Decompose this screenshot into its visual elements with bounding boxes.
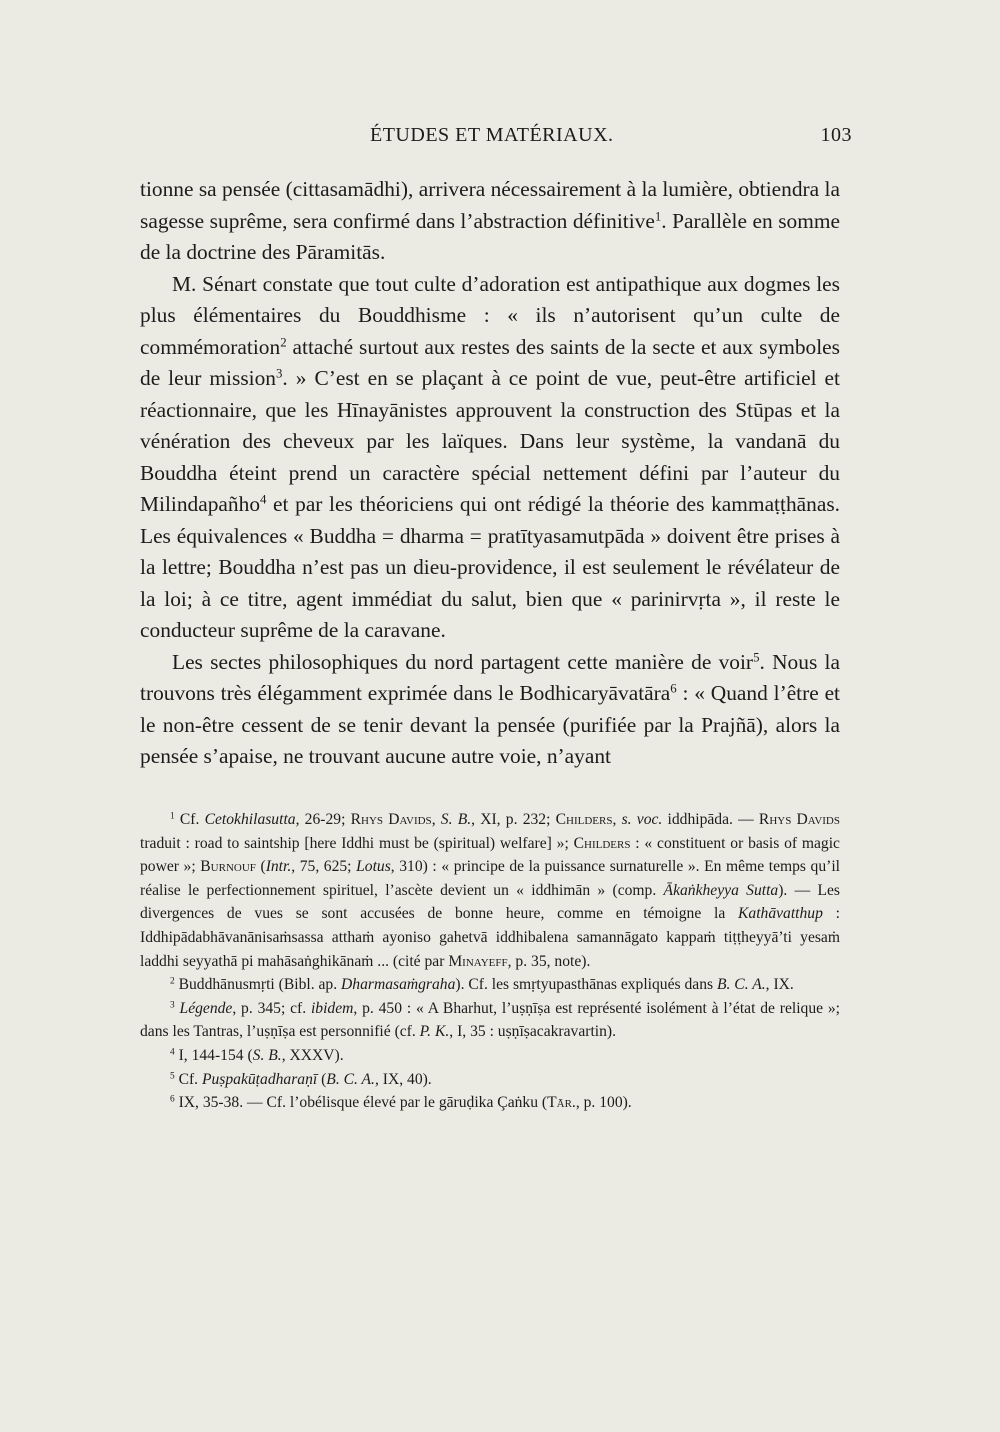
footnote-italic: Intr.: [265, 858, 292, 876]
footnote-author: Childers: [555, 811, 613, 828]
footnote-text: , 75, 625;: [291, 858, 357, 876]
footnote-marker: 3: [170, 1000, 175, 1011]
footnote-text: (: [255, 858, 266, 876]
footnote-text: traduit : road to saintship [here Iddhi must be (spiritual) welfare] »;: [140, 834, 574, 852]
footnote-1: [140, 808, 840, 973]
footnote-text: I, 144-154 (: [174, 1046, 253, 1064]
footnote-italic: Lotus: [356, 858, 391, 876]
paragraph-2-text-d: et par les théoriciens qui ont rédigé la théorie des kammaṭṭhānas. Les équivalences « Buddha = dharma = pratītyasamutpāda » doivent être prises à la lettre; Bouddha n’est pas un dieu-providence, il est seulement le révélateur de la loi; à ce titre, agent immédiat du salut, bien que « parinirvṛta », il reste le conducteur suprême de la caravane.: [140, 492, 840, 642]
note-ref-4: 4: [260, 492, 267, 507]
footnote-italic: s. voc.: [621, 811, 663, 828]
footnote-6: [140, 1091, 840, 1115]
footnote-text: , XI, p. 232;: [471, 811, 556, 828]
footnote-marker: 5: [170, 1070, 175, 1081]
footnote-marker: 2: [170, 976, 175, 987]
footnote-text: , IX, 40).: [374, 1070, 432, 1088]
note-ref-3: 3: [276, 366, 283, 381]
footnote-text: ). — Les divergences de vues se sont accusées de bonne heure, comme en témoigne la: [140, 881, 840, 923]
footnote-italic: S. B.: [440, 811, 472, 828]
footnote-4: [140, 1044, 840, 1068]
footnote-text: , p. 100).: [575, 1094, 632, 1112]
footnote-marker: 6: [170, 1094, 175, 1105]
footnote-text: ,: [431, 811, 441, 828]
paragraph-2: [140, 269, 840, 647]
running-title: ÉTUDES ET MATÉRIAUX.: [370, 124, 614, 146]
footnote-text: , IX.: [765, 976, 794, 994]
footnote-italic: Cetokhilasutta: [204, 811, 296, 828]
footnote-text: , p. 450 : « A Bharhut, l’uṣṇīṣa est représenté isolément à l’état de relique »; dans les Tantras, l’uṣṇīṣa est personnifié (cf.: [140, 999, 841, 1041]
paragraph-2-text-b: attaché surtout aux restes des saints de la secte et aux symboles de leur mission: [140, 334, 840, 390]
footnote-author: Minayeff: [448, 952, 508, 970]
footnote-author: Burnouf: [200, 858, 256, 876]
footnote-3: [140, 997, 840, 1044]
footnote-text: Buddhānusmṛti (Bibl. ap.: [174, 976, 342, 994]
footnote-marker: 1: [170, 811, 175, 822]
footnote-text: ). Cf. les smṛtyupasthānas expliqués dans: [455, 976, 717, 994]
footnotes: [140, 808, 840, 1115]
footnote-text: iddhipāda. —: [662, 811, 759, 828]
paragraph-2-text-a: M. Sénart constate que tout culte d’adoration est antipathique aux dogmes les plus élémentaires du Bouddhisme : « ils n’autorisent qu’un culte de commémoration: [140, 271, 840, 359]
footnote-2: [140, 973, 840, 997]
footnote-author: Childers: [573, 834, 631, 852]
footnote-5: [140, 1068, 840, 1092]
footnote-text: , I, 35 : uṣṇīṣacakravartin).: [449, 1023, 617, 1041]
paragraph-3: [140, 647, 840, 773]
footnote-text: ,: [612, 811, 622, 828]
main-text: [140, 174, 840, 773]
footnote-italic: Légende: [179, 999, 233, 1017]
footnote-italic: ibidem: [310, 999, 354, 1017]
footnote-italic: Dharmasaṁgraha: [341, 976, 456, 994]
footnote-italic: P. K.: [419, 1023, 450, 1041]
paragraph-1-text-b: . Parallèle en somme de la doctrine des Pāramitās.: [140, 208, 840, 264]
footnote-text: IX, 35-38. — Cf. l’obélisque élevé par le gāruḍika Çaṅku (: [174, 1094, 548, 1112]
footnote-author: Rhys Davids: [758, 811, 840, 828]
footnote-abbrev: Tār.: [547, 1094, 576, 1112]
footnote-text: (: [317, 1070, 327, 1088]
paragraph-1-text-a: tionne sa pensée (cittasamādhi), arrivera nécessairement à la lumière, obtiendra la sagesse suprême, sera confirmé dans l’abstraction définitive: [140, 177, 840, 233]
footnote-text: , p. 345; cf.: [232, 999, 311, 1017]
paragraph-1: [140, 174, 840, 269]
note-ref-2: 2: [280, 334, 287, 349]
footnote-author: Rhys Davids: [350, 811, 432, 828]
footnote-italic: B. C. A.: [326, 1070, 375, 1088]
footnote-italic: Puṣpakūṭadharaṇī: [201, 1070, 318, 1088]
footnote-text: Cf.: [174, 811, 205, 828]
paragraph-3-text-c: : « Quand l’être et le non-être cessent de se tenir devant la pensée (purifiée par la Prajñā), alors la pensée s’apaise, ne trouvant aucune autre voie, n’ayant: [140, 681, 841, 768]
note-ref-5: 5: [753, 649, 760, 664]
running-header: [140, 124, 852, 154]
footnote-italic: Kathāvatthup: [738, 905, 823, 923]
footnote-text: : Iddhipādabhāvanānisaṁsassa atthaṁ ayoniso gahetvā iddhibalena samannāgato kappaṁ tiṭṭheyyā’ti yesaṁ laddhi seyyathā pi mahāsaṅghikānaṁ ... (cité par: [140, 905, 840, 970]
paragraph-2-text-c: . » C’est en se plaçant à ce point de vue, peut-être artificiel et réactionnaire, que les Hīnayānistes approuvent la construction des Stūpas et la vénération des cheveux par les laïques. Dans leur système, la vandanā du Bouddha éteint prend un caractère spécial nettement défini par l’auteur du Milindapañho: [140, 366, 840, 516]
footnote-italic: S. B.: [252, 1046, 282, 1064]
page-number: 103: [820, 124, 852, 146]
footnote-text: , p. 35, note).: [507, 952, 591, 970]
footnote-text: Cf.: [174, 1070, 202, 1088]
note-ref-6: 6: [670, 681, 677, 696]
footnote-italic: Ākaṅkheyya Sutta: [663, 881, 779, 899]
footnote-marker: 4: [170, 1047, 175, 1058]
paragraph-3-text-a: Les sectes philosophiques du nord partagent cette manière de voir: [172, 649, 754, 674]
note-ref-1: 1: [654, 208, 662, 223]
footnote-text: : « constituent or basis of magic power »;: [140, 834, 840, 876]
paragraph-3-text-b: . Nous la trouvons très élégamment exprimée dans le Bodhicaryāvatāra: [140, 649, 840, 705]
footnote-text: , 26-29;: [295, 811, 351, 828]
footnote-text: , 310) : « principe de la puissance surnaturelle ». En même temps qu’il réalise le perfectionnement spirituel, l’ascète devient un « iddhimān » (comp.: [140, 858, 841, 899]
footnote-italic: B. C. A.: [716, 976, 766, 994]
footnote-text: , XXXV).: [281, 1046, 344, 1064]
